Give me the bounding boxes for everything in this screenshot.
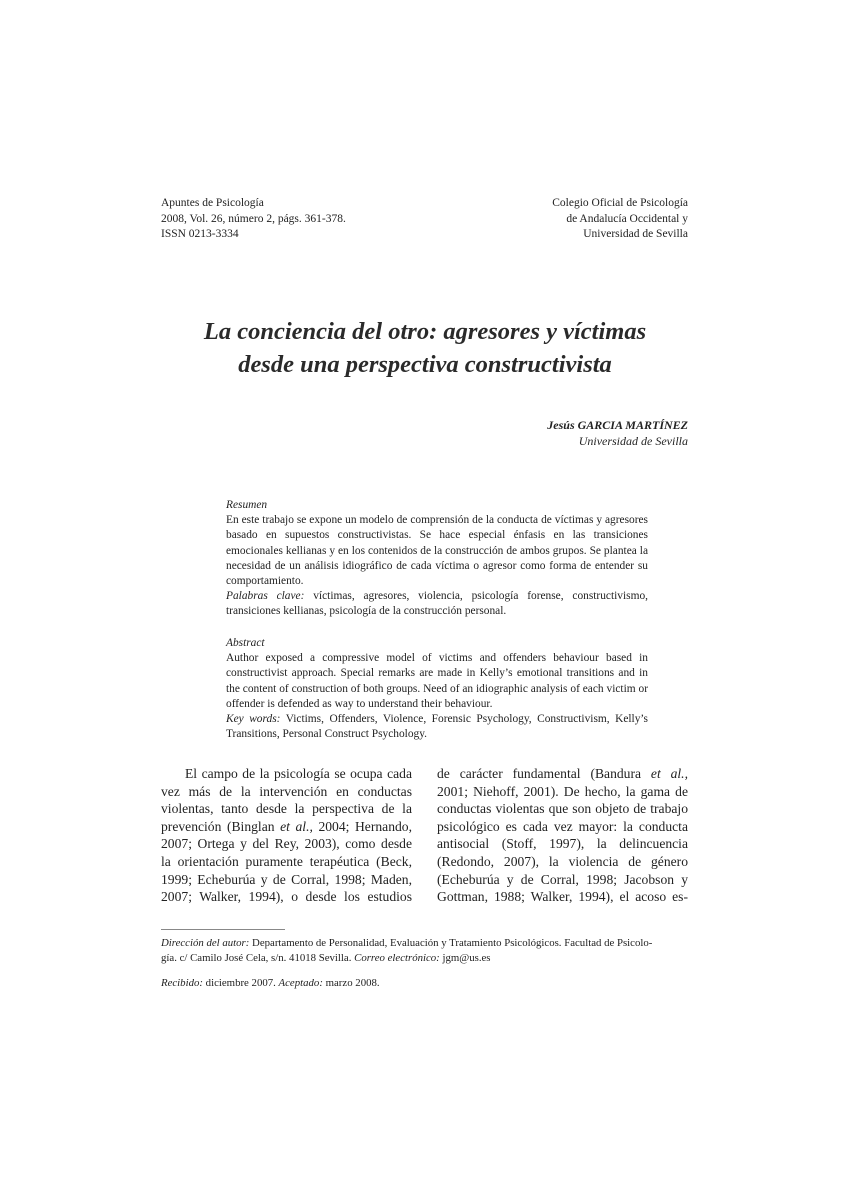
key-words-text: Victims, Offenders, Violence, Forensic Psychology, Constructivism, Kelly’s Transitions, Personal Construct Psychology. [226,713,648,741]
body-column-right [437,765,688,906]
body-line: 1999; Echeburúa y de Corral, 1998; Maden, [161,871,412,887]
publisher-line-3: Universidad de Sevilla [583,228,688,240]
body-line [161,818,412,836]
author-address-footnote [161,936,689,965]
author-name: Jesús GARCIA MARTÍNEZ [547,418,688,432]
body-text: prevención (Binglan [161,818,281,834]
body-column-left [161,765,412,906]
body-line: 2007; Walker, 1994), o desde los estudios [161,889,412,905]
body-line [437,765,688,783]
article-title [100,315,750,381]
author-block [547,417,688,449]
publisher-line-1: Colegio Oficial de Psicología [552,197,688,209]
body-line: Gottman, 1988; Walker, 1994), el acoso es- [437,889,688,905]
publisher-header [552,196,688,243]
journal-header [161,196,346,243]
email-address: jgm@us.es [439,951,491,964]
body-line: 2001; Niehoff, 2001). De hecho, la gama de [437,783,688,799]
received-date: diciembre 2007. [202,977,279,989]
resumen-text: En este trabajo se expone un modelo de comprensión de la conducta de víctimas y agresores basado en supuestos constructivistas. Se hace especial énfasis en las transiciones emocionales kellianas y en los contenidos de la construcción de ambos grupos. Se plantea la necesidad de un análisis idiográfico de cada víctima o agresor como forma de entender su comportamiento. [226,514,648,588]
et-al: et al., [650,766,688,781]
email-label: Correo electrónico: [354,951,440,964]
resumen-block [201,498,648,620]
address-text: Departamento de Personalidad, Evaluación y Tratamiento Psicológicos. Facultad de Psicolo- [249,937,653,949]
body-line: la orientación puramente terapéutica (Beck, [161,853,412,869]
resumen-heading: Resumen [226,499,268,511]
journal-name: Apuntes de Psicología [161,197,264,209]
abstract-block [201,636,648,742]
received-label: Recibido: [161,977,203,989]
journal-volume: 2008, Vol. 26, número 2, págs. 361-378. [161,212,346,225]
footnote-divider [161,929,285,930]
et-al: et al., [280,818,313,834]
body-line: 2007; Ortega y del Rey, 2003), como desde [161,836,412,852]
accepted-label: Aceptado: [278,977,323,989]
body-text: de carácter fundamental (Bandura [437,766,651,781]
publisher-line-2: de Andalucía Occidental y [566,212,688,225]
body-text: 2004; Hernando, [312,818,412,834]
title-line-1: La conciencia del otro: agresores y víctimas [203,318,647,345]
address-label: Dirección del autor: [161,937,250,949]
keywords-label: Palabras clave: [226,590,305,603]
body-line: El campo de la psicología se ocupa cada [185,766,412,781]
author-affiliation: Universidad de Sevilla [578,434,688,448]
abstract-heading: Abstract [226,637,265,649]
body-line: psicológico es cada vez mayor: la conducta [437,818,688,834]
keywords-text: víctimas, agresores, violencia, psicología forense, constructivismo, transiciones kellianas, psicología de la construcción personal. [226,590,649,618]
abstract-text: Author exposed a compressive model of victims and offenders behaviour based in constructivist approach. Special remarks are made in Kelly’s emotional transitions and in the content of construction of both groups. Need of an idiographic analysis of each victim or offender is defended as way to understand their behaviour. [226,652,648,710]
dates-footnote [161,976,689,991]
accepted-date: marzo 2008. [322,977,380,989]
title-line-2: desde una perspectiva constructivista [238,351,612,378]
body-line: (Redondo, 2007), la violencia de género [437,853,688,869]
body-line: antisocial (Stoff, 1997), la delincuencia [437,836,688,852]
body-line: (Echeburúa y de Corral, 1998; Jacobson y [437,871,688,887]
body-line: violentas, tanto desde la perspectiva de la [161,801,412,817]
footnote-line [161,951,689,966]
footnote-line [161,936,689,951]
journal-issn: ISSN 0213-3334 [161,228,239,240]
abstract-keywords [201,712,648,742]
body-line: vez más de la intervención en conductas [161,783,412,799]
address-text: gía. c/ Camilo José Cela, s/n. 41018 Sevilla. [161,951,355,964]
body-line: conductas violentas que son objeto de trabajo [437,801,688,817]
resumen-keywords [201,589,648,619]
footnote-line [161,976,689,991]
key-words-label: Key words: [226,713,281,726]
